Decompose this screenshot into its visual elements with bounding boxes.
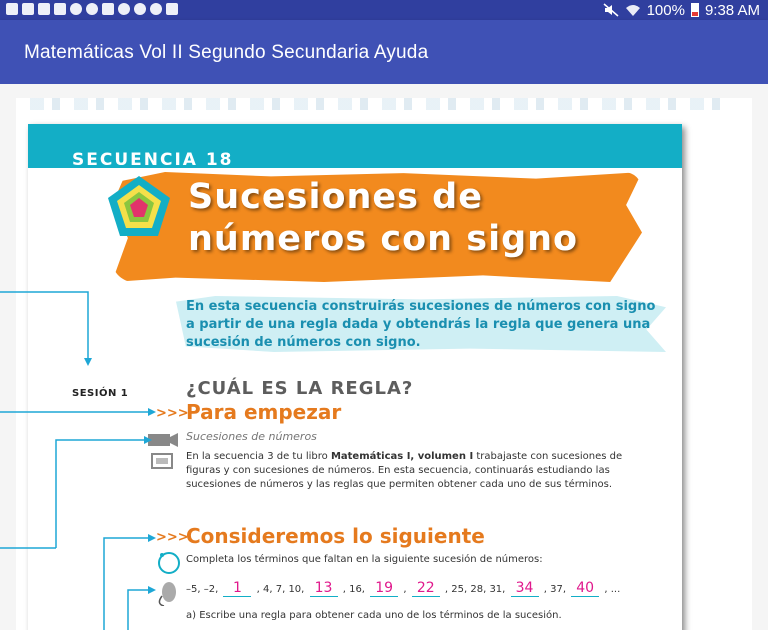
notification-icons xyxy=(6,3,178,15)
scan-artifact xyxy=(30,98,720,110)
seq-text: , 37, xyxy=(543,584,566,595)
image-icon xyxy=(166,3,178,15)
body-text-part2: trabajaste con sucesiones de figuras y con sucesiones de números. En esta secuencia, continuarás estudiando las sucesiones de números y las reglas que permiten obtener cada uno de sus términos. xyxy=(186,451,623,490)
answer-blank: 22 xyxy=(412,580,440,597)
answer-blank: 13 xyxy=(310,580,338,597)
subtitle: Sucesiones de números xyxy=(186,430,317,443)
status-bar xyxy=(0,0,768,20)
seq-text: , xyxy=(403,584,407,595)
face-icon xyxy=(134,3,146,15)
question-a: a) Escribe una regla para obtener cada uno de los términos de la sucesión. xyxy=(186,610,562,621)
target-icon xyxy=(150,3,162,15)
sync-icon xyxy=(118,3,130,15)
cloud-icon xyxy=(86,3,98,15)
notification-icon xyxy=(6,3,18,15)
seq-text: –5, –2, xyxy=(186,584,219,595)
section-heading: ¿CUÁL ES LA REGLA? xyxy=(186,378,414,399)
drive-icon xyxy=(102,3,114,15)
drive-icon xyxy=(38,3,50,15)
page-title xyxy=(188,176,578,260)
page-title-line2: números con signo xyxy=(188,219,579,259)
body-text xyxy=(186,450,626,492)
arrow-mark: >>> xyxy=(156,530,189,545)
mute-icon xyxy=(603,3,619,17)
body-text-book: Matemáticas I, volumen I xyxy=(330,451,474,462)
body-text-part1: En la secuencia 3 de tu libro xyxy=(186,451,331,462)
answer-blank: 1 xyxy=(223,580,251,597)
instruction-text: Completa los términos que faltan en la siguiente sucesión de números: xyxy=(186,554,543,565)
number-sequence xyxy=(186,580,620,597)
answer-blank: 40 xyxy=(571,580,599,597)
status-right xyxy=(603,0,760,20)
intro-text: En esta secuencia construirás sucesiones de números con signo a partir de una regla dada y obtendrás la regla que genera una sucesión de números con signo. xyxy=(186,299,656,350)
consideremos-heading: Consideremos lo siguiente xyxy=(186,524,485,548)
battery-percent: 100% xyxy=(646,1,685,19)
video-camera-icon xyxy=(146,430,180,472)
pentagon-logo-icon xyxy=(106,174,172,240)
app-title: Matemáticas Vol II Segundo Secundaria Ayuda xyxy=(24,42,429,63)
session-label: SESIÓN 1 xyxy=(72,388,129,399)
seq-text: , ... xyxy=(604,584,621,595)
page-title-line1: Sucesiones de xyxy=(188,177,483,217)
tool-icons xyxy=(156,552,182,606)
answer-blank: 34 xyxy=(511,580,539,597)
mail-icon xyxy=(22,3,34,15)
battery-icon xyxy=(691,3,699,17)
sequence-label: SECUENCIA 18 xyxy=(72,150,234,170)
book-page xyxy=(28,124,682,630)
clock: 9:38 AM xyxy=(704,1,760,19)
seq-text: , 25, 28, 31, xyxy=(444,584,506,595)
content-area[interactable] xyxy=(0,84,768,630)
file-icon xyxy=(54,3,66,15)
seq-text: , 4, 7, 10, xyxy=(256,584,305,595)
seq-text: , 16, xyxy=(342,584,365,595)
arrow-mark: >>> xyxy=(156,406,189,421)
para-empezar-heading: Para empezar xyxy=(186,400,342,424)
page-image-container[interactable] xyxy=(16,98,752,630)
app-bar xyxy=(0,20,768,84)
answer-blank: 19 xyxy=(370,580,398,597)
cloud-icon xyxy=(70,3,82,15)
wifi-icon xyxy=(625,3,641,17)
